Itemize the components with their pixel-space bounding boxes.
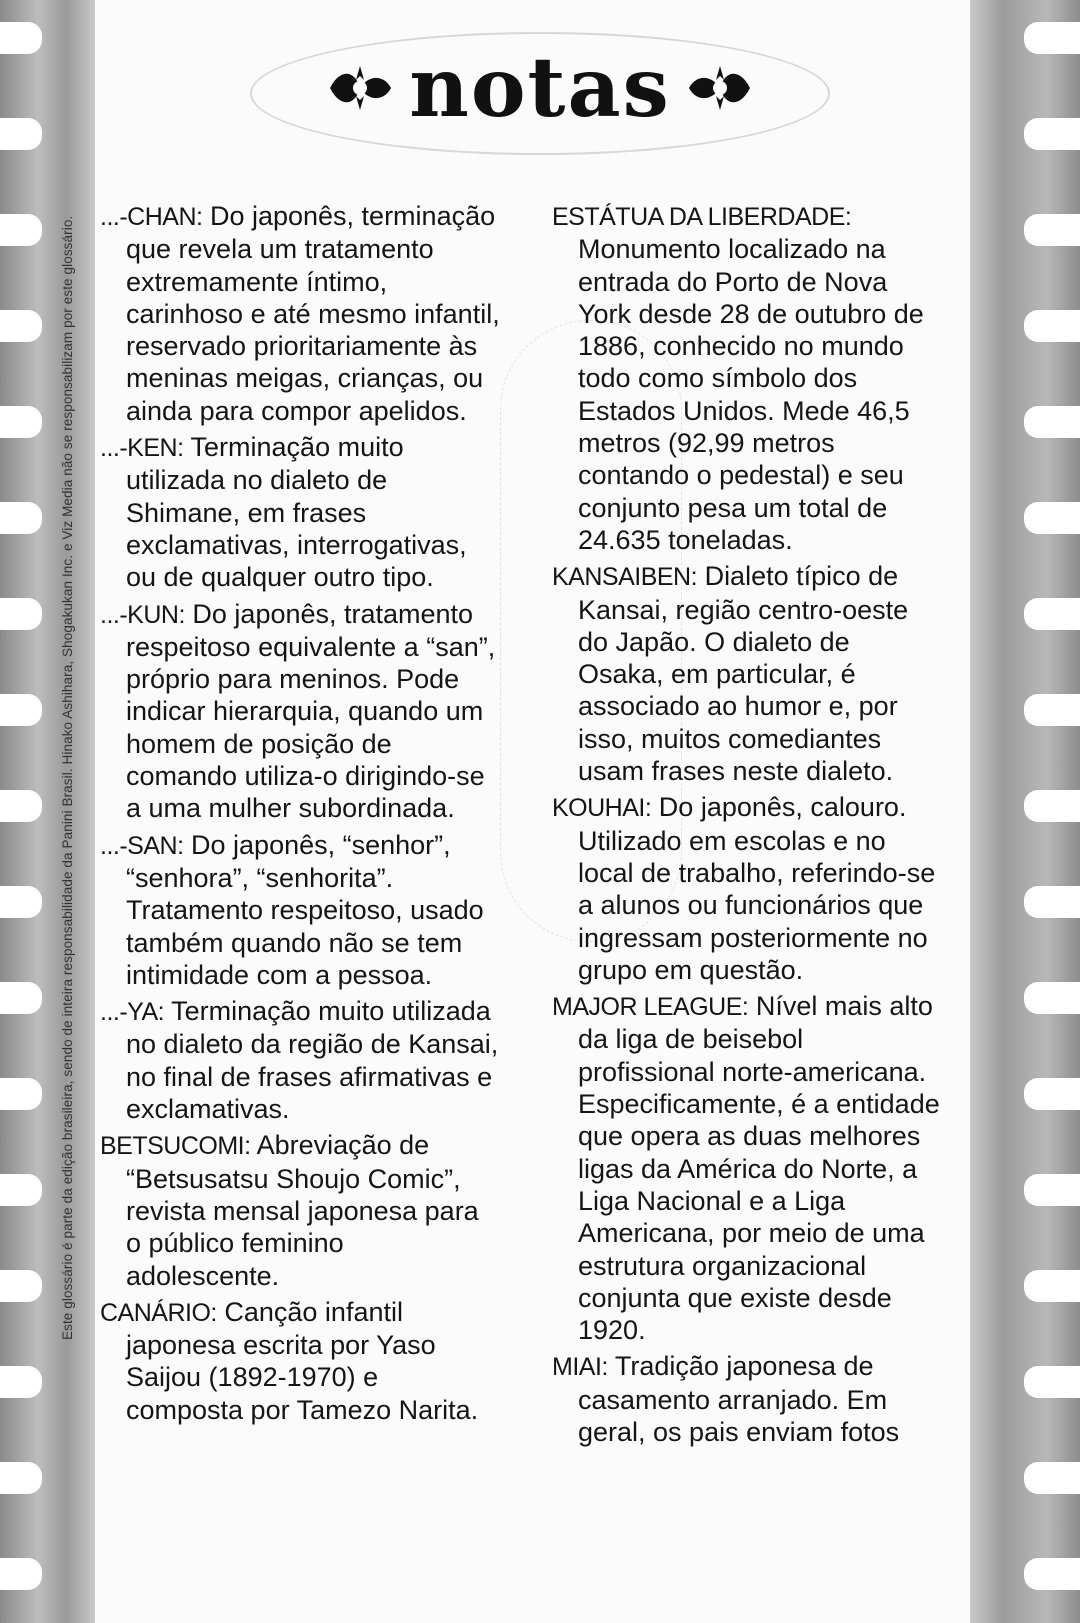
glossary-definition: Terminação muito utilizada no dialeto de Shimane, em frases exclamativas, interrogativas, ou de qualquer outro tipo.: [126, 432, 467, 593]
film-perforation: [0, 886, 42, 918]
glossary-entry: [552, 560, 942, 787]
glossary-entry: [100, 200, 500, 427]
fleuron-icon: [325, 58, 395, 118]
glossary-definition: Terminação muito utilizada no dialeto da região de Kansai, no final de frases afirmativas e exclamativas.: [126, 996, 499, 1125]
film-perforation: [1024, 598, 1080, 630]
film-perforation: [1024, 406, 1080, 438]
film-perforation: [1024, 1078, 1080, 1110]
glossary-entry: [552, 791, 942, 986]
glossary-entry: [100, 1129, 500, 1291]
film-perforation: [0, 1078, 42, 1110]
film-perforation: [1024, 982, 1080, 1014]
glossary-column-left: [100, 200, 500, 1430]
page-title: notas: [409, 39, 671, 136]
glossary-definition: Nível mais alto da liga de beisebol profissional norte-americana. Especificamente, é a entidade que opera as duas melhores ligas da América do Norte, a Liga Nacional e a Liga Americana, por meio de uma estrutura organizacional conjunta que existe desde 1920.: [578, 991, 940, 1346]
film-perforation: [0, 502, 42, 534]
glossary-definition: Do japonês, terminação que revela um tratamento extremamente íntimo, carinhoso e até mesmo infantil, reservado prioritariamente às meninas meigas, crianças, ou ainda para compor apelidos.: [126, 201, 500, 426]
film-perforation: [1024, 502, 1080, 534]
glossary-term: ...-CHAN:: [100, 203, 203, 231]
film-perforation: [1024, 886, 1080, 918]
film-perforation: [0, 1462, 42, 1494]
side-disclaimer: Este glossário é parte da edição brasileira, sendo de inteira responsabilidade da Panini Brasil. Hinako Ashihara, Shogakukan Inc. e Viz Media não se responsabilizam por este glossário.: [60, 215, 75, 1340]
film-strip-left: [0, 0, 95, 1623]
film-perforation: [0, 22, 42, 54]
glossary-term: ESTÁTUA DA LIBERDADE:: [552, 203, 852, 231]
film-perforation: [0, 598, 42, 630]
glossary-definition: Monumento localizado na entrada do Porto de Nova York desde 28 de outubro de 1886, conhecido no mundo todo como símbolo dos Estados Unidos. Mede 46,5 metros (92,99 metros contando o pedestal) e seu conjunto pesa um total de 24.635 toneladas.: [578, 234, 924, 555]
film-perforation: [0, 694, 42, 726]
glossary-definition: Do japonês, calouro. Utilizado em escolas e no local de trabalho, referindo-se a alunos ou funcionários que ingressam posteriormente no grupo em questão.: [578, 792, 936, 985]
film-strip-right: [970, 0, 1080, 1623]
film-perforation: [1024, 214, 1080, 246]
film-perforation: [1024, 1174, 1080, 1206]
film-perforation: [1024, 1558, 1080, 1590]
page-header: [280, 40, 800, 135]
glossary-entry: [100, 1296, 500, 1426]
glossary-column-right: [552, 200, 942, 1452]
film-perforation: [1024, 694, 1080, 726]
glossary-entry: [100, 431, 500, 593]
film-perforation: [1024, 118, 1080, 150]
film-perforation: [0, 790, 42, 822]
film-perforation: [1024, 1270, 1080, 1302]
glossary-entry: [100, 598, 500, 825]
glossary-definition: Tradição japonesa de casamento arranjado. Em geral, os pais enviam fotos: [578, 1351, 900, 1447]
glossary-entry: [552, 990, 942, 1346]
film-perforation: [1024, 310, 1080, 342]
film-perforation: [1024, 22, 1080, 54]
glossary-term: CANÁRIO:: [100, 1298, 217, 1327]
glossary-term: KOUHAI:: [552, 794, 652, 823]
film-perforation: [0, 214, 42, 246]
fleuron-icon: [685, 58, 755, 118]
glossary-term: ...-KUN:: [100, 600, 185, 629]
film-perforation: [1024, 1366, 1080, 1398]
film-perforation: [1024, 1462, 1080, 1494]
glossary-definition: Dialeto típico de Kansai, região centro-oeste do Japão. O dialeto de Osaka, em particular, é associado ao humor e, por isso, muitos comediantes usam frases neste dialeto.: [578, 561, 909, 787]
glossary-definition: Canção infantil japonesa escrita por Yaso Saijou (1892-1970) e composta por Tamezo Narita.: [126, 1296, 479, 1425]
glossary-definition: Abreviação de “Betsusatsu Shoujo Comic”, revista mensal japonesa para o público feminino adolescente.: [126, 1130, 479, 1291]
glossary-term: ...-KEN:: [100, 434, 184, 463]
film-perforation: [0, 1270, 42, 1302]
glossary-entry: [100, 995, 500, 1125]
glossary-entry: [552, 200, 942, 556]
glossary-term: MIAI:: [552, 1353, 608, 1382]
glossary-term: KANSAIBEN:: [552, 563, 698, 592]
glossary-entry: [552, 1350, 942, 1448]
film-perforation: [0, 1558, 42, 1590]
glossary-term: ...-SAN:: [100, 831, 184, 860]
glossary-definition: Do japonês, “senhor”, “senhora”, “senhorita”. Tratamento respeitoso, usado também quando não se tem intimidade com a pessoa.: [126, 829, 484, 990]
film-perforation: [0, 406, 42, 438]
glossary-term: ...-YA:: [100, 998, 165, 1027]
film-perforation: [0, 1366, 42, 1398]
glossary-entry: [100, 829, 500, 991]
film-perforation: [0, 1174, 42, 1206]
glossary-term: BETSUCOMI:: [100, 1132, 251, 1161]
glossary-definition: Do japonês, tratamento respeitoso equivalente a “san”, próprio para meninos. Pode indicar hierarquia, quando um homem de posição de comando utiliza-o dirigindo-se a uma mulher subordinada.: [126, 598, 496, 824]
film-perforation: [0, 118, 42, 150]
film-perforation: [1024, 790, 1080, 822]
glossary-term: MAJOR LEAGUE:: [552, 993, 749, 1022]
film-perforation: [0, 310, 42, 342]
film-perforation: [0, 982, 42, 1014]
